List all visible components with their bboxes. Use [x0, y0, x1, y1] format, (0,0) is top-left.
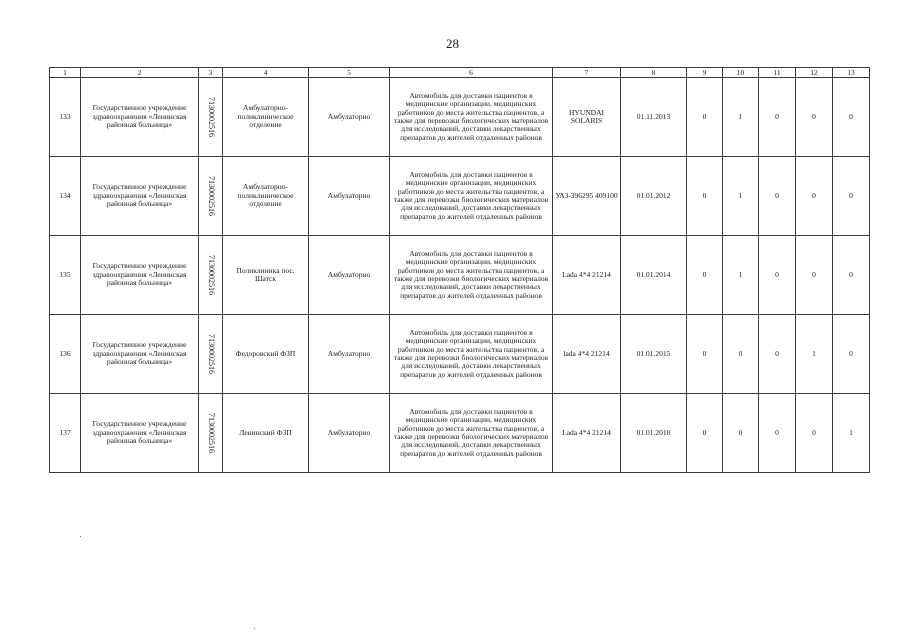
- count-cell: 0: [759, 315, 796, 394]
- organization-cell: Государственное учреждение здравоохранения «Ленинская районная больница»: [81, 394, 199, 473]
- count-cell: 0: [759, 78, 796, 157]
- row-number: 133: [50, 78, 81, 157]
- count-cell: 0: [687, 236, 723, 315]
- count-cell: 0: [833, 157, 870, 236]
- inn-cell: [199, 157, 223, 236]
- inn-cell: [199, 236, 223, 315]
- column-number: 5: [309, 68, 390, 78]
- count-cell: 1: [833, 394, 870, 473]
- date-cell: 01.01.2012: [621, 157, 687, 236]
- inn-text: 7130002516: [206, 334, 216, 374]
- purpose-cell: Автомобиль для доставки пациентов в медицинские организации, медицинских работников до места жительства пациентов, а также для перевозки биологических материалов для исследований, доставки лекарственных препаратов до жителей отдаленных районов: [390, 236, 553, 315]
- date-cell: 01.01.2014: [621, 236, 687, 315]
- vehicle-model-cell: lada 4*4 21214: [553, 315, 621, 394]
- count-cell: 0: [759, 394, 796, 473]
- table-row: [50, 236, 870, 315]
- count-cell: 0: [687, 157, 723, 236]
- organization-cell: Государственное учреждение здравоохранения «Ленинская районная больница»: [81, 78, 199, 157]
- unit-cell: Амбулаторно-поликлиническое отделение: [223, 78, 309, 157]
- unit-cell: Ленинский ФЗП: [223, 394, 309, 473]
- purpose-cell: Автомобиль для доставки пациентов в медицинские организации, медицинских работников до места жительства пациентов, а также для перевозки биологических материалов для исследований, доставки лекарственных препаратов до жителей отдаленных районов: [390, 157, 553, 236]
- row-number: 134: [50, 157, 81, 236]
- scan-speck: [254, 628, 255, 629]
- care-type-cell: Амбулаторно: [309, 157, 390, 236]
- page-number: 28: [446, 36, 459, 51]
- count-cell: 0: [796, 157, 833, 236]
- vehicle-model-cell: HYUNDAI SOLARIS: [553, 78, 621, 157]
- count-cell: 0: [796, 78, 833, 157]
- column-number: 9: [687, 68, 723, 78]
- column-number: 8: [621, 68, 687, 78]
- inn-cell: [199, 394, 223, 473]
- care-type-cell: Амбулаторно: [309, 315, 390, 394]
- column-number: 1: [50, 68, 81, 78]
- date-cell: 01.01.2015: [621, 315, 687, 394]
- vehicle-model-cell: Lada 4*4 21214: [553, 394, 621, 473]
- count-cell: 1: [796, 315, 833, 394]
- care-type-cell: Амбулаторно: [309, 394, 390, 473]
- purpose-cell: Автомобиль для доставки пациентов в медицинские организации, медицинских работников до места жительства пациентов, а также для перевозки биологических материалов для исследований, доставки лекарственных препаратов до жителей отдаленных районов: [390, 394, 553, 473]
- vehicle-table: [49, 67, 870, 473]
- count-cell: 0: [723, 315, 759, 394]
- purpose-cell: Автомобиль для доставки пациентов в медицинские организации, медицинских работников до места жительства пациентов, а также для перевозки биологических материалов для исследований, доставки лекарственных препаратов до жителей отдаленных районов: [390, 315, 553, 394]
- organization-cell: Государственное учреждение здравоохранения «Ленинская районная больница»: [81, 157, 199, 236]
- unit-cell: Амбулаторно-поликлиническое отделение: [223, 157, 309, 236]
- inn-cell: [199, 315, 223, 394]
- count-cell: 1: [723, 78, 759, 157]
- column-number: 7: [553, 68, 621, 78]
- column-number: 10: [723, 68, 759, 78]
- count-cell: 0: [759, 157, 796, 236]
- purpose-cell: Автомобиль для доставки пациентов в медицинские организации, медицинских работников до места жительства пациентов, а также для перевозки биологических материалов для исследований, доставки лекарственных препаратов до жителей отдаленных районов: [390, 78, 553, 157]
- row-number: 135: [50, 236, 81, 315]
- table-row: [50, 315, 870, 394]
- row-number: 136: [50, 315, 81, 394]
- table-row: [50, 394, 870, 473]
- inn-text: 7130002516: [206, 176, 216, 216]
- column-number: 11: [759, 68, 796, 78]
- table-row: [50, 78, 870, 157]
- unit-cell: Федоровский ФЗП: [223, 315, 309, 394]
- count-cell: 1: [723, 236, 759, 315]
- care-type-cell: Амбулаторно: [309, 78, 390, 157]
- table-row: [50, 157, 870, 236]
- column-number: 2: [81, 68, 199, 78]
- count-cell: 0: [833, 236, 870, 315]
- column-number-row: [50, 68, 870, 78]
- organization-cell: Государственное учреждение здравоохранения «Ленинская районная больница»: [81, 236, 199, 315]
- count-cell: 0: [833, 78, 870, 157]
- vehicle-model-cell: УАЗ-396295 409100: [553, 157, 621, 236]
- organization-cell: Государственное учреждение здравоохранения «Ленинская районная больница»: [81, 315, 199, 394]
- count-cell: 0: [833, 315, 870, 394]
- row-number: 137: [50, 394, 81, 473]
- scan-speck: [80, 536, 81, 537]
- column-number: 6: [390, 68, 553, 78]
- count-cell: 0: [687, 78, 723, 157]
- unit-cell: Поликлиника пос. Шатск: [223, 236, 309, 315]
- inn-cell: [199, 78, 223, 157]
- column-number: 13: [833, 68, 870, 78]
- count-cell: 0: [687, 315, 723, 394]
- inn-text: 7130002516: [206, 413, 216, 453]
- column-number: 4: [223, 68, 309, 78]
- inn-text: 7130002516: [206, 97, 216, 137]
- count-cell: 0: [759, 236, 796, 315]
- vehicle-model-cell: Lada 4*4 21214: [553, 236, 621, 315]
- inn-text: 7130002516: [206, 255, 216, 295]
- count-cell: 0: [687, 394, 723, 473]
- count-cell: 1: [723, 157, 759, 236]
- count-cell: 0: [723, 394, 759, 473]
- date-cell: 01.01.2018: [621, 394, 687, 473]
- care-type-cell: Амбулаторно: [309, 236, 390, 315]
- date-cell: 01.11.2013: [621, 78, 687, 157]
- count-cell: 0: [796, 236, 833, 315]
- column-number: 3: [199, 68, 223, 78]
- column-number: 12: [796, 68, 833, 78]
- count-cell: 0: [796, 394, 833, 473]
